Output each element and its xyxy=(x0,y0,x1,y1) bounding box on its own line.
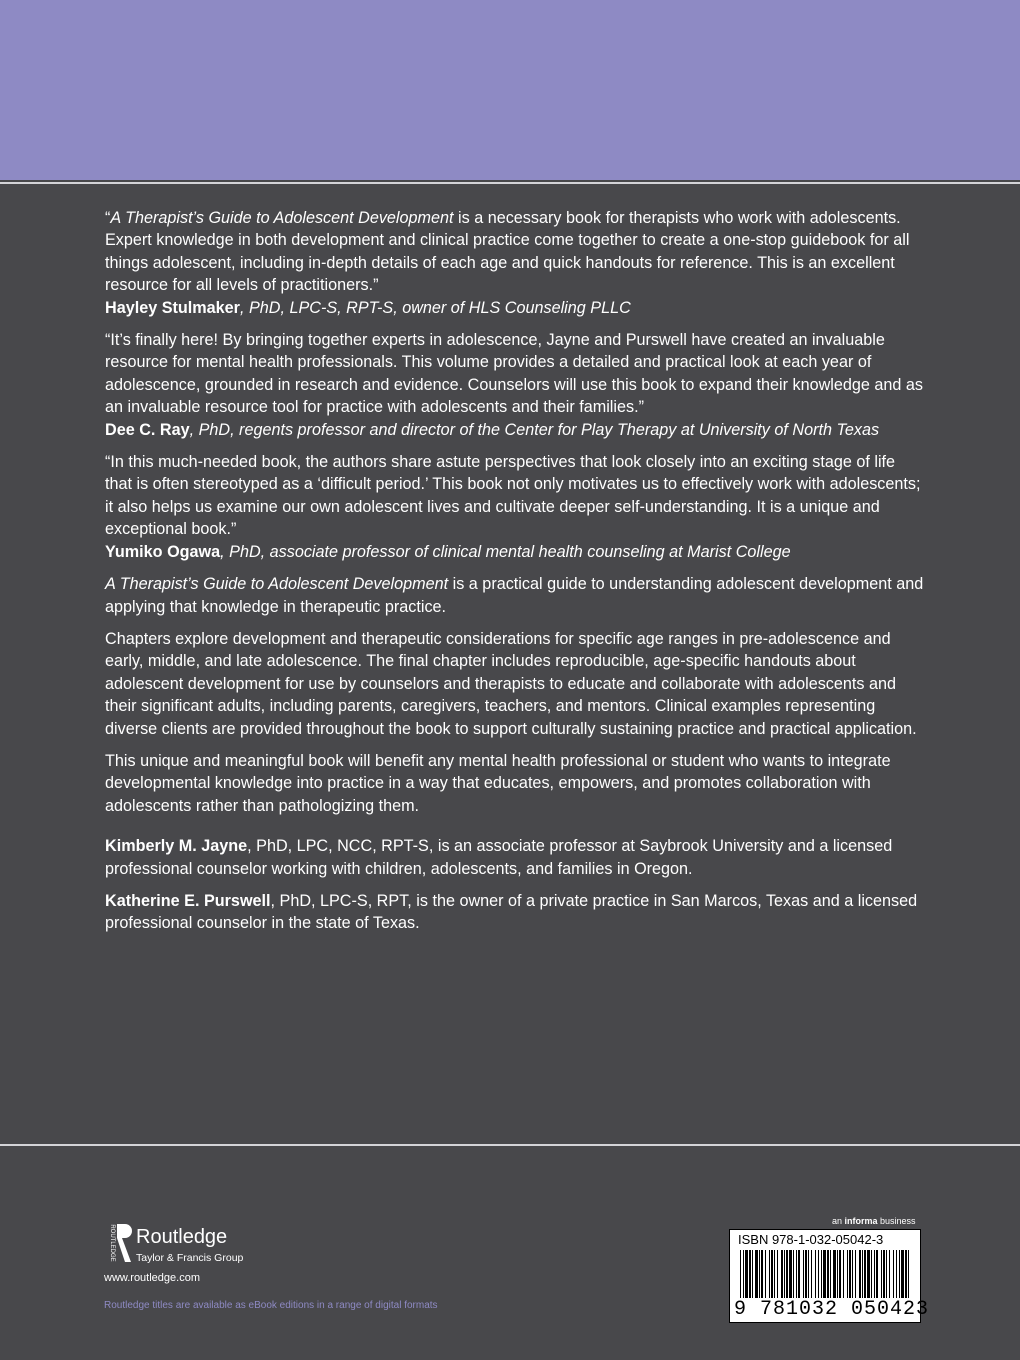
barcode-bar xyxy=(852,1250,853,1298)
barcode-bar xyxy=(837,1250,838,1298)
endorser-name: Dee C. Ray xyxy=(105,420,190,439)
barcode-bar xyxy=(896,1250,897,1298)
endorser-credentials: , PhD, regents professor and director of the Center for Play Therapy at University of North Texas xyxy=(189,420,880,439)
barcode-bars xyxy=(740,1250,912,1302)
description-text: is a practical guide to understanding adolescent development and applying that knowledge in therapeutic practice. xyxy=(105,575,924,616)
barcode-bar xyxy=(847,1250,848,1298)
back-cover-text xyxy=(105,207,925,945)
barcode-digits: 9 781032 050423 xyxy=(734,1298,930,1321)
author-name: Katherine E. Purswell xyxy=(105,891,271,910)
barcode-bar xyxy=(781,1250,783,1298)
endorsement xyxy=(105,207,925,319)
author-bio xyxy=(105,835,925,880)
barcode-bar xyxy=(798,1250,800,1298)
barcode-bar xyxy=(823,1250,826,1298)
barcode-bar xyxy=(889,1250,890,1298)
barcode-bar xyxy=(908,1250,909,1298)
barcode-bar xyxy=(803,1250,804,1298)
barcode-bar xyxy=(805,1250,807,1298)
barcode-bar xyxy=(811,1250,812,1298)
isbn-barcode xyxy=(729,1229,930,1323)
routledge-logo-icon xyxy=(104,1222,132,1264)
barcode-bar xyxy=(830,1250,831,1298)
barcode-bar xyxy=(759,1250,760,1298)
barcode-bar xyxy=(789,1250,792,1298)
book-title: A Therapist’s Guide to Adolescent Development xyxy=(110,209,454,227)
informa-tagline xyxy=(832,1216,916,1226)
endorser-name: Hayley Stulmaker xyxy=(105,298,240,317)
endorsement xyxy=(105,329,925,441)
publisher-website[interactable]: www.routledge.com xyxy=(104,1272,200,1284)
informa-brand: informa xyxy=(844,1216,878,1226)
barcode-bar xyxy=(777,1250,778,1298)
barcode-bar xyxy=(867,1250,870,1298)
informa-suffix: business xyxy=(877,1216,916,1226)
barcode-bar xyxy=(755,1250,758,1298)
barcode-bar xyxy=(864,1250,866,1298)
barcode-bar xyxy=(855,1250,856,1298)
publisher-group: Taylor & Francis Group xyxy=(136,1252,244,1264)
barcode-bar xyxy=(899,1250,900,1298)
endorser-name: Yumiko Ogawa xyxy=(105,542,221,561)
barcode-bar xyxy=(833,1250,836,1298)
barcode-bar xyxy=(862,1250,863,1298)
barcode-bar xyxy=(874,1250,875,1298)
divider-top xyxy=(0,182,1020,184)
description-paragraph: Chapters explore development and therapeutic considerations for specific age ranges in pre-adolescence and early, middle, and late adolescence. The final chapter includes reproducible, age-specific handouts about adolescent development for use by counselors and therapists to educate and collaborate with adolescents and their significant adults, including parents, caregivers, teachers, and mentors. Clinical examples representing diverse clients are provided throughout the book to support culturally sustaining practice and practical application. xyxy=(105,629,917,738)
barcode-bar xyxy=(796,1250,797,1298)
endorsement-attribution xyxy=(105,297,925,319)
barcode-bar xyxy=(743,1250,744,1298)
endorsement-quote xyxy=(105,207,925,297)
book-title: A Therapist’s Guide to Adolescent Development xyxy=(105,575,449,594)
barcode-bar xyxy=(793,1250,794,1298)
barcode-bar xyxy=(749,1250,751,1298)
barcode-bar xyxy=(871,1250,872,1298)
logo-vertical-text: ROUTLEDGE xyxy=(109,1224,115,1262)
barcode-bar xyxy=(849,1250,851,1298)
endorsement-quote: “It’s finally here! By bringing together experts in adolescence, Jayne and Purswell have created an invaluable resource for mental health professionals. This volume provides a detailed and practical look at each year of adolescence, grounded in research and evidence. Counselors will use this book to expand their knowledge and as an invaluable resource tool for practice with adolescents and their families.” xyxy=(105,331,923,417)
barcode-bar xyxy=(821,1250,822,1298)
endorser-credentials: , PhD, associate professor of clinical mental health counseling at Marist College xyxy=(220,542,791,561)
barcode-bar xyxy=(859,1250,861,1298)
informa-prefix: an xyxy=(832,1216,845,1226)
endorsement xyxy=(105,451,925,563)
barcode-bar xyxy=(883,1250,885,1298)
description-paragraph: This unique and meaningful book will benefit any mental health professional or student who wants to integrate developmental knowledge into practice in a way that educates, empowers, and promotes collaboration with adolescents rather than pathologizing them. xyxy=(105,751,891,815)
barcode-bar xyxy=(827,1250,829,1298)
barcode-bar xyxy=(745,1250,748,1298)
barcode-bar xyxy=(818,1250,819,1298)
barcode-bar xyxy=(876,1250,878,1298)
barcode-bar xyxy=(881,1250,882,1298)
barcode-bar xyxy=(839,1250,841,1298)
cover-top-band xyxy=(0,0,1020,180)
barcode-bar xyxy=(784,1250,785,1298)
isbn-label: ISBN 978-1-032-05042-3 xyxy=(738,1232,884,1247)
barcode-bar xyxy=(886,1250,887,1298)
description-paragraph xyxy=(105,573,925,618)
endorsement-attribution xyxy=(105,541,925,563)
quote-open: “ xyxy=(105,209,111,227)
quote-text: is a necessary book for therapists who work with adolescents. Expert knowledge in both development and clinical practice come together to create a one-stop guidebook for all things adolescent, including in-depth details of each age and quick handouts for reference. This is an excellent resource for all levels of practitioners.” xyxy=(105,209,910,295)
barcode-bar xyxy=(843,1250,844,1298)
barcode-bar xyxy=(901,1250,904,1298)
barcode-bar xyxy=(752,1250,753,1298)
publisher-name: Routledge xyxy=(136,1226,228,1248)
barcode-bar xyxy=(815,1250,816,1298)
barcode-bar xyxy=(893,1250,894,1298)
divider-bottom xyxy=(0,1144,1020,1146)
barcode-bar xyxy=(905,1250,907,1298)
barcode-bar xyxy=(761,1250,763,1298)
author-bio-text: , PhD, LPC-S, RPT, is the owner of a private practice in San Marcos, Texas and a licensed professional counselor in the state of Texas. xyxy=(105,891,918,933)
barcode-bar xyxy=(740,1250,741,1298)
endorsement-quote: “In this much-needed book, the authors share astute perspectives that look closely into an exciting stage of life that is often stereotyped as a ‘difficult period.’ This book not only motivates us to effectively work with adolescents; it also helps us examine our own adolescent lives and cultivate deeper self-understanding. It is a unique and exceptional book.” xyxy=(105,453,921,539)
author-name: Kimberly M. Jayne xyxy=(105,837,248,856)
ebook-note: Routledge titles are available as eBook editions in a range of digital formats xyxy=(104,1300,438,1311)
barcode-bar xyxy=(769,1250,770,1298)
barcode-bar xyxy=(774,1250,775,1298)
barcode-bar xyxy=(808,1250,809,1298)
author-bio xyxy=(105,890,925,935)
barcode-bar xyxy=(786,1250,788,1298)
spacer xyxy=(105,827,925,835)
endorsement-attribution xyxy=(105,419,925,441)
endorser-credentials: , PhD, LPC-S, RPT-S, owner of HLS Counseling PLLC xyxy=(239,298,631,317)
author-bio-text: , PhD, LPC, NCC, RPT-S, is an associate professor at Saybrook University and a licensed professional counselor working with children, adolescents, and families in Oregon. xyxy=(105,837,893,878)
barcode-bar xyxy=(771,1250,773,1298)
barcode-bar xyxy=(765,1250,766,1298)
